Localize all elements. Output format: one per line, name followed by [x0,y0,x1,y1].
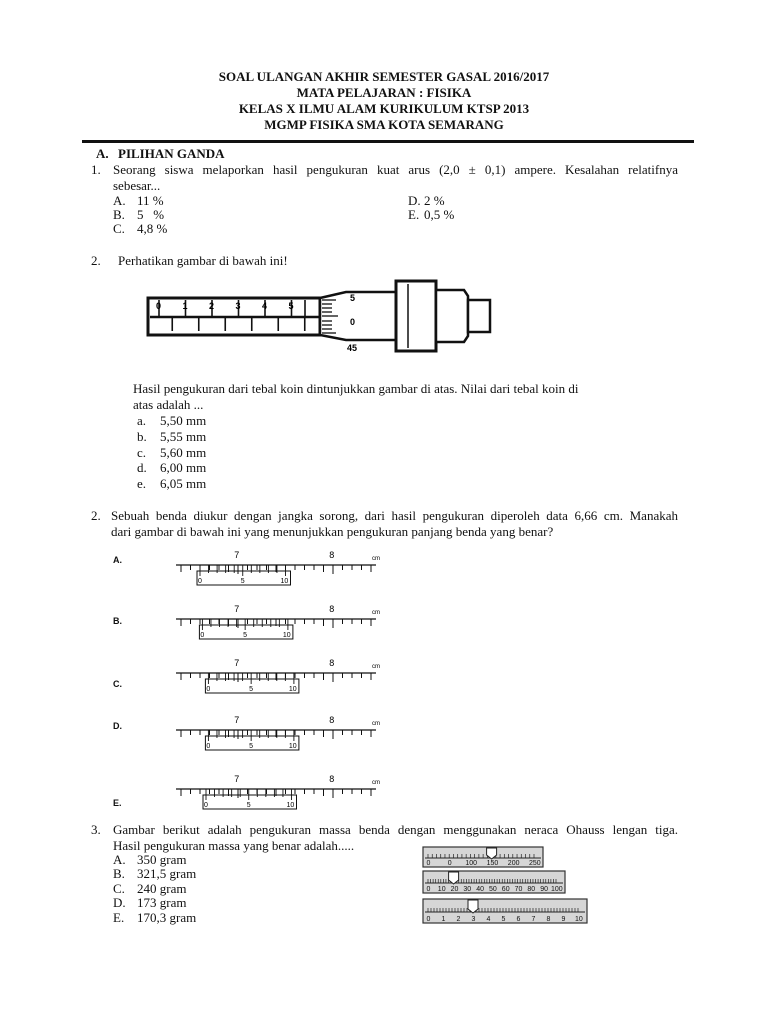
beam-label: 5 [501,916,506,923]
beam-label: 200 [507,860,520,867]
question-text-cont: sebesar... [113,178,161,193]
beam-label: 1 [441,916,446,923]
option-key: C. [113,221,125,236]
thimble-label: 0 [350,317,356,327]
caliper-main-label: 7 [234,604,240,614]
micrometer-ratchet-knob [468,300,490,332]
caliper-vernier-label: 0 [198,578,202,585]
caliper-main-label: 8 [329,550,335,560]
question-number: 3. [91,822,101,837]
main-scale-label: 1 [182,301,188,311]
caliper-main-label: 7 [234,774,240,784]
caliper-main-label: 7 [234,658,240,668]
option-value: 11 % [137,193,164,208]
caliper-figure-b [176,602,396,644]
beam-label: 150 [486,860,499,867]
caliper-option-label: A. [113,555,122,565]
option-value: 5,55 mm [160,429,207,444]
option-key: e. [137,476,147,491]
organizer-line: MGMP FISIKA SMA KOTA SEMARANG [264,117,504,132]
caliper-main-label: 8 [329,604,335,614]
main-scale-label: 4 [262,301,268,311]
caliper-vernier-label: 0 [206,743,211,750]
beam-label: 90 [540,886,548,893]
option-key: b. [137,429,147,444]
caliper-figure-d [176,713,396,755]
option-value: 0,5 % [424,207,455,222]
ohauss-beam-2 [422,870,566,894]
question-text: Sebuah benda diukur dengan jangka sorong, dari hasil pengukuran diperoleh data 6,66 cm. Manakah [111,508,678,523]
caliper-vernier-label: 10 [282,632,291,639]
option-value: 350 gram [137,852,187,867]
micrometer-figure [146,276,502,358]
beam-label: 100 [465,860,478,867]
caliper-vernier-label: 5 [246,802,251,809]
option-key: A. [113,852,126,867]
caliper-vernier-label: 0 [200,632,205,639]
caliper-figure-e [176,772,396,814]
beam-label: 50 [489,886,497,893]
caliper-vernier-label: 10 [286,802,295,809]
caliper-unit-label: cm [372,780,380,786]
option-value: 4,8 % [137,221,168,236]
beam-label: 0 [426,886,431,893]
option-key: E. [113,910,125,925]
option-key: c. [137,445,147,460]
question-number: 2. [91,253,101,268]
option-key: D. [113,895,126,910]
main-scale-label: 3 [235,301,241,311]
beam-label: 80 [527,886,536,893]
beam-label: 30 [463,886,472,893]
question-number: 1. [91,162,101,177]
question-desc-cont: atas adalah ... [133,397,204,412]
option-key: B. [113,207,125,222]
option-value: 170,3 gram [137,910,197,925]
beam-label: 60 [501,886,510,893]
caliper-option-label: D. [113,721,122,731]
beam-label: 70 [514,886,523,893]
caliper-option-label: C. [113,679,122,689]
caliper-figure-c [176,656,396,698]
option-value: 5 % [137,207,165,222]
caliper-unit-label: cm [372,664,380,670]
caliper-vernier-label: 5 [243,632,248,639]
section-letter: A. [96,146,109,161]
question-text: Seorang siswa melaporkan hasil pengukuran kuat arus (2,0 ± 0,1) ampere. Kesalahan relatifnya [113,162,678,177]
caliper-main-label: 8 [329,658,335,668]
question-desc: Hasil pengukuran dari tebal koin dintunjukkan gambar di atas. Nilai dari tebal koin di [133,381,579,396]
option-value: 240 gram [137,881,187,896]
caliper-vernier-label: 10 [288,686,297,693]
question-text: Perhatikan gambar di bawah ini! [118,253,288,268]
caliper-vernier-label: 0 [204,802,208,809]
beam-label: 7 [531,916,536,923]
beam-label: 2 [456,916,461,923]
ohauss-beam-1 [422,846,544,868]
option-value: 2 % [424,193,445,208]
option-value: 5,60 mm [160,445,207,460]
caliper-main-label: 7 [234,715,240,725]
thimble-label: 5 [350,293,356,303]
option-key: C. [113,881,125,896]
beam-label: 250 [529,860,541,867]
beam-label: 10 [437,886,446,893]
section-title: PILIHAN GANDA [118,146,225,161]
caliper-unit-label: cm [372,610,380,616]
question-number: 2. [91,508,101,523]
header-divider [82,140,694,143]
question-text-cont: dari gambar di bawah ini yang menunjukkan pengukuran panjang benda yang benar? [111,524,554,539]
caliper-vernier-label: 0 [206,686,211,693]
caliper-main-label: 7 [234,550,240,560]
caliper-vernier-label: 5 [240,578,245,585]
option-key: E. [408,207,420,222]
micrometer-ratchet [436,290,468,342]
main-scale-label: 0 [156,301,162,311]
option-key: D. [408,193,421,208]
micrometer-ratchet-body [396,281,436,351]
thimble-label: 45 [347,343,358,353]
main-scale-label: 2 [209,301,215,311]
beam-label: 0 [426,916,431,923]
class-line: KELAS X ILMU ALAM KURIKULUM KTSP 2013 [238,101,530,116]
option-key: a. [137,413,147,428]
caliper-vernier-label: 10 [288,743,297,750]
caliper-option-label: E. [113,798,122,808]
caliper-unit-label: cm [372,721,380,727]
option-key: d. [137,460,147,475]
ohauss-beam-3 [422,898,588,924]
question-text: Gambar berikut adalah pengukuran massa benda dengan menggunakan neraca Ohauss lengan tiga. [113,822,678,837]
subject-line: MATA PELAJARAN : FISIKA [296,85,472,100]
beam-label: 4 [486,916,491,923]
caliper-option-label: B. [113,616,122,626]
beam-label: 9 [561,916,566,923]
beam-label: 3 [471,916,476,923]
caliper-vernier-label: 5 [249,686,254,693]
beam-label: 10 [575,916,583,923]
beam-label: 100 [551,886,563,893]
beam-label: 8 [546,916,551,923]
option-value: 5,50 mm [160,413,207,428]
option-value: 6,05 mm [160,476,207,491]
caliper-figure-a [176,548,396,590]
caliper-main-label: 8 [329,774,335,784]
beam-label: 0 [426,860,431,867]
main-scale-label: 5 [288,301,294,311]
option-key: B. [113,866,125,881]
beam-label: 40 [476,886,484,893]
caliper-unit-label: cm [372,556,380,562]
beam-label: 0 [447,860,452,867]
option-value: 321,5 gram [137,866,197,881]
beam-label: 6 [516,916,521,923]
option-value: 173 gram [137,895,187,910]
caliper-vernier-label: 5 [249,743,254,750]
option-value: 6,00 mm [160,460,207,475]
option-key: A. [113,193,126,208]
beam-label: 20 [450,886,459,893]
question-text-cont: Hasil pengukuran massa yang benar adalah..... [113,838,355,853]
caliper-main-label: 8 [329,715,335,725]
caliper-vernier-label: 10 [280,578,289,585]
exam-title: SOAL ULANGAN AKHIR SEMESTER GASAL 2016/2017 [218,69,550,84]
